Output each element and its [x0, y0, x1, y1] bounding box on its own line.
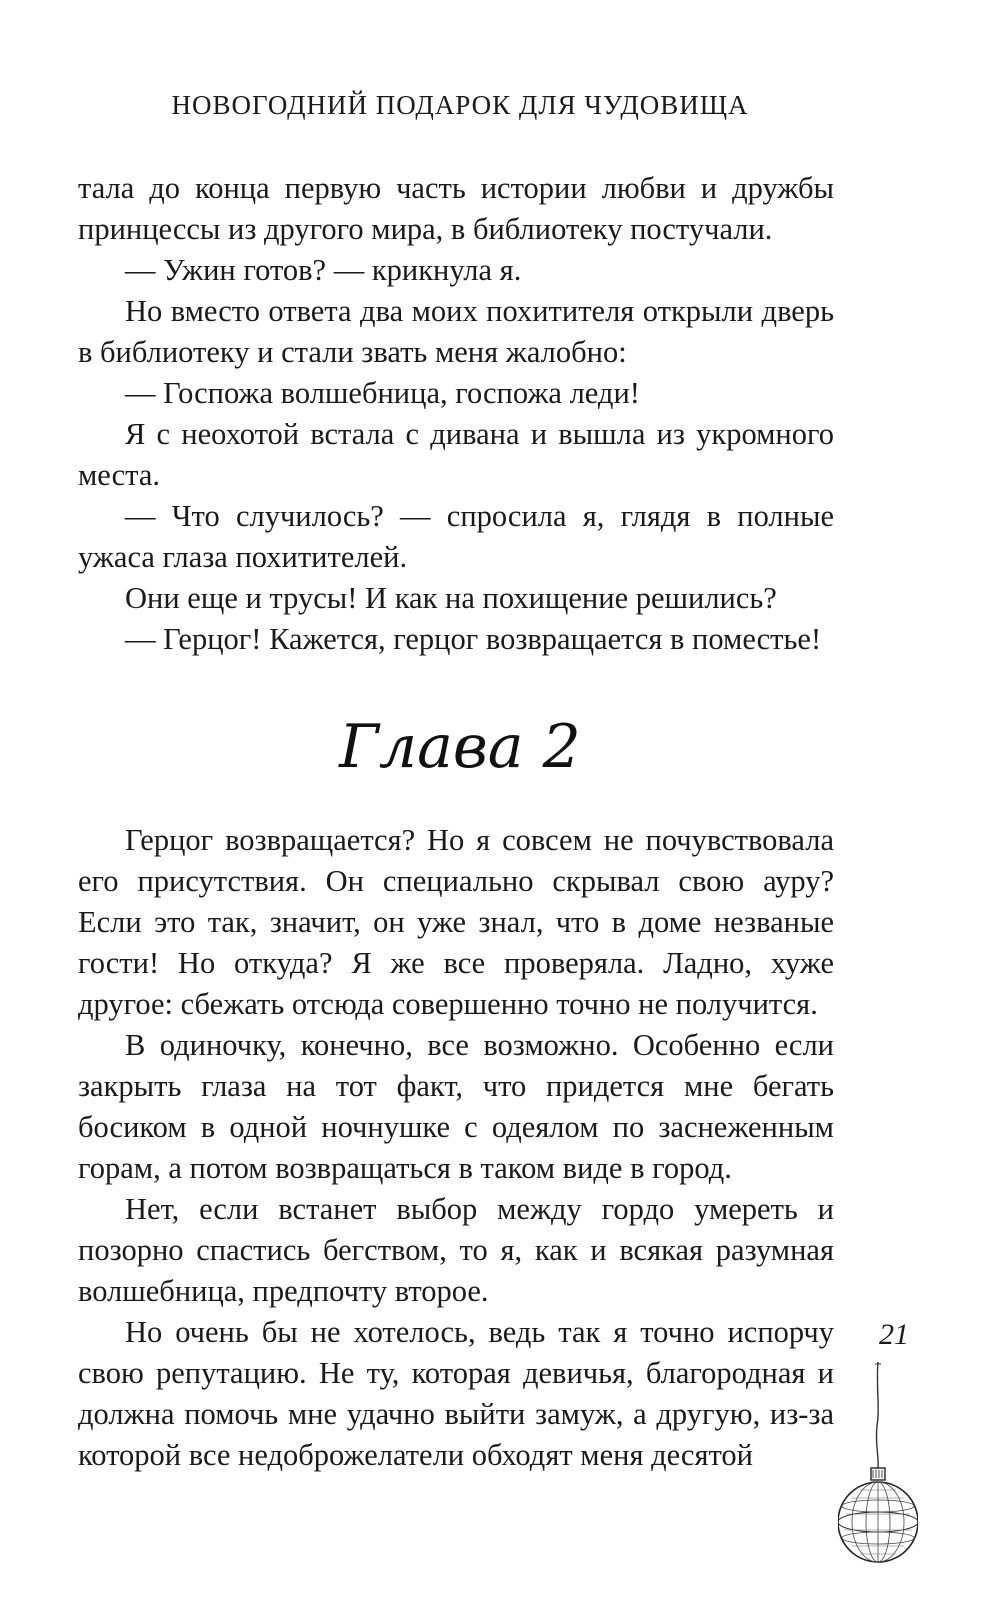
- paragraph: В одиночку, конечно, все возможно. Особенно если закрыть глаза на тот факт, что придется мне бегать босиком в одной ночнушке с одеялом по заснеженным горам, а потом возвращаться в таком виде в город.: [78, 1028, 834, 1185]
- christmas-bauble-icon: [838, 1356, 918, 1588]
- paragraph: — Госпожа волшебница, госпожа леди!: [125, 376, 640, 410]
- paragraph: Герцог возвращается? Но я совсем не почувствовала его присутствия. Он специально скрывал свою ауру? Если это так, значит, он уже знал, что в доме незваные гости! Но откуда? Я же все проверяла. Ладно, хуже другое: сбежать отсюда совершенно точно не получится.: [78, 823, 834, 1021]
- chapter-title: Глава 2: [339, 712, 581, 782]
- paragraph: — Ужин готов? — крикнула я.: [125, 253, 522, 287]
- paragraph: — Что случилось? — спросила я, глядя в полные ужаса глаза похитителей.: [78, 499, 834, 574]
- paragraph: Но очень бы не хотелось, ведь так я точно испорчу свою репутацию. Не ту, которая девичья, благородная и должна помочь мне удачно выйти замуж, а другую, из-за которой все недоброжелатели обходят меня десятой: [78, 1315, 834, 1472]
- paragraph: Но вместо ответа два моих похитителя открыли дверь в библиотеку и стали звать меня жалобно:: [78, 294, 834, 369]
- text-block-top: [78, 168, 834, 660]
- text-block-bottom: [78, 820, 834, 1476]
- running-head: НОВОГОДНИЙ ПОДАРОК ДЛЯ ЧУДОВИЩА: [171, 90, 749, 120]
- paragraph: Они еще и трусы! И как на похищение решились?: [125, 581, 777, 615]
- paragraph: — Герцог! Кажется, герцог возвращается в поместье!: [125, 622, 822, 656]
- paragraph: тала до конца первую часть истории любви и дружбы принцессы из другого мира, в библиотеку постучали.: [78, 171, 834, 246]
- paragraph: Я с неохотой встала с дивана и вышла из укромного места.: [78, 417, 834, 492]
- paragraph: Нет, если встанет выбор между гордо умереть и позорно спастись бегством, то я, как и всякая разумная волшебница, предпочту второе.: [78, 1192, 834, 1308]
- page-number: 21: [879, 1318, 909, 1351]
